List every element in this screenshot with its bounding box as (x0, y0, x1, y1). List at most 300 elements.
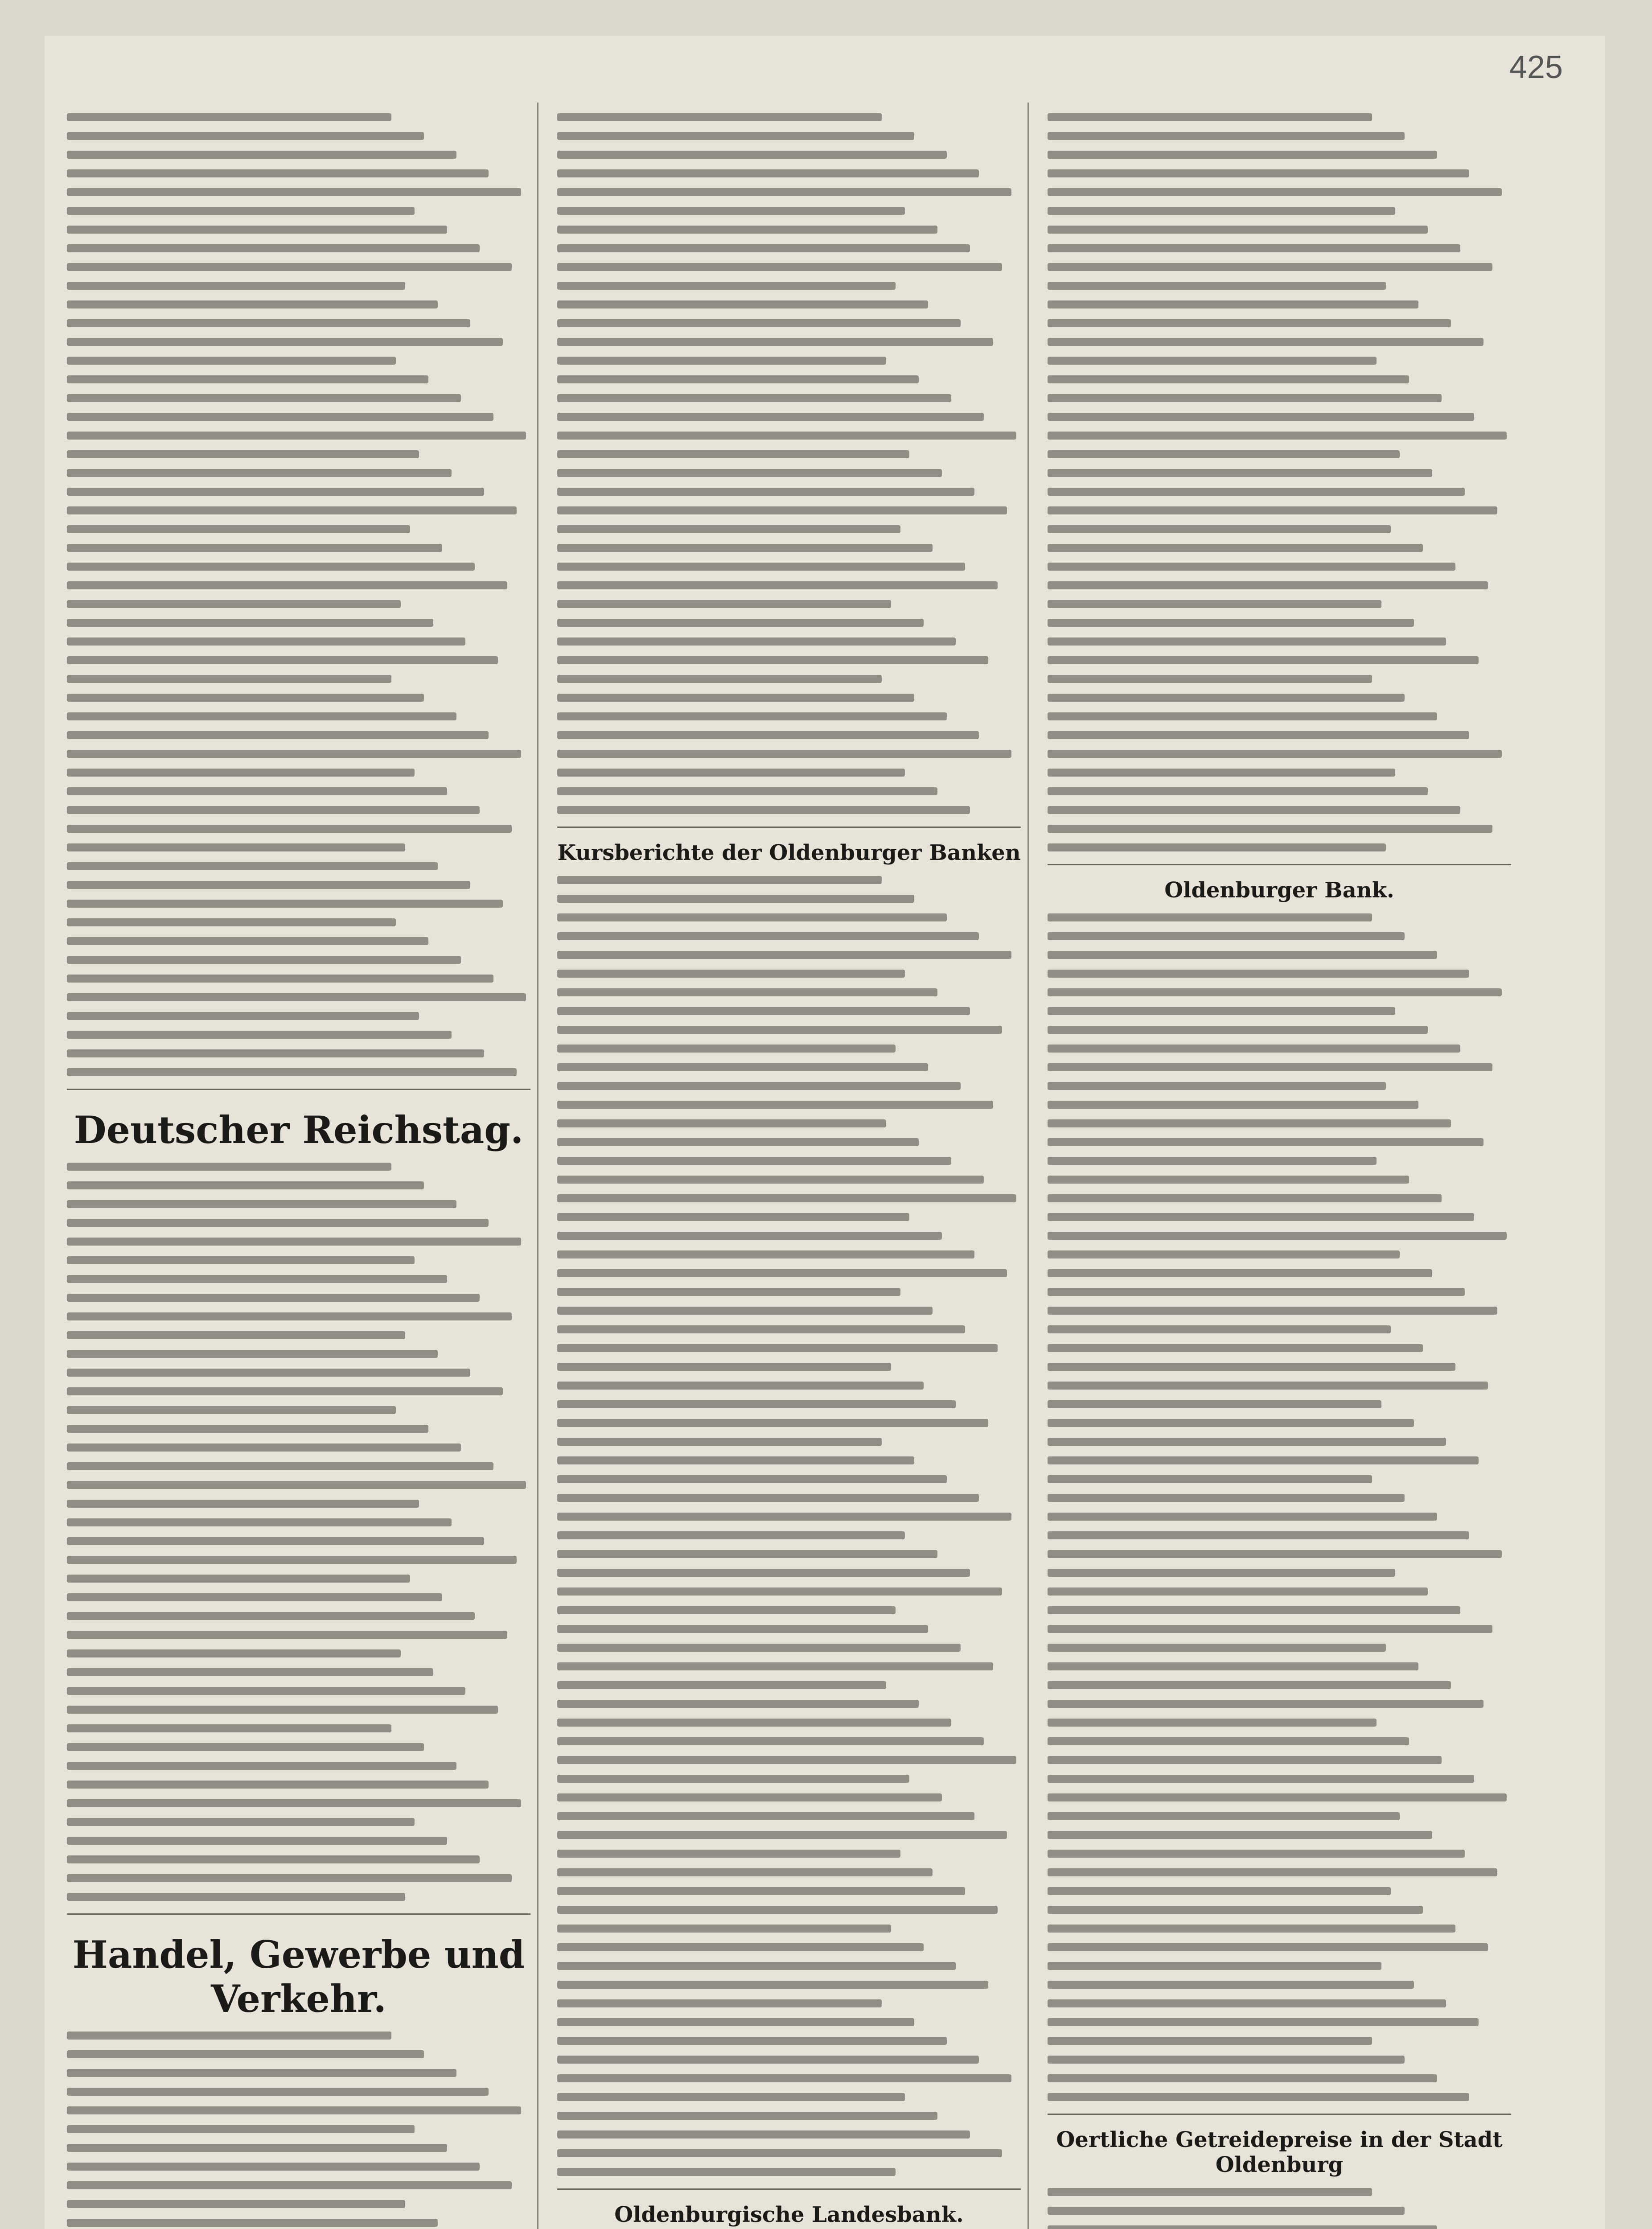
text-line (557, 1868, 933, 1876)
text-line (67, 918, 396, 926)
text-line (1048, 581, 1488, 589)
text-line (1048, 712, 1437, 720)
text-line (557, 1887, 965, 1895)
text-line (557, 394, 951, 402)
text-line (557, 1232, 942, 1240)
text-line (1048, 1101, 1418, 1109)
text-line (67, 2181, 512, 2189)
text-line (1048, 2074, 1437, 2082)
text-line (557, 244, 970, 252)
text-line (1048, 506, 1497, 514)
text-line (1048, 1157, 1377, 1165)
text-line (1048, 1981, 1414, 1989)
section-rule (67, 1913, 530, 1915)
text-line (1048, 1213, 1474, 1221)
text-line (1048, 932, 1405, 940)
text-line (67, 432, 526, 440)
text-line (67, 132, 424, 140)
text-line (67, 1219, 489, 1227)
text-line (67, 1031, 452, 1039)
text-line (1048, 769, 1395, 777)
text-line (67, 357, 396, 365)
text-line (557, 1625, 928, 1633)
text-line (557, 506, 1007, 514)
text-line (557, 806, 970, 814)
section-rule (67, 1089, 530, 1090)
text-line (67, 263, 512, 271)
text-line (557, 1007, 970, 1015)
text-line (1048, 2207, 1405, 2215)
text-line (557, 1101, 993, 1109)
text-line (1048, 1063, 1492, 1071)
text-line (557, 656, 988, 664)
text-line (67, 1387, 503, 1395)
text-line (67, 544, 442, 552)
text-line (557, 450, 909, 458)
text-line (557, 1045, 896, 1053)
text-line (557, 151, 947, 159)
text-line (67, 600, 401, 608)
text-line (557, 1213, 909, 1221)
text-line (1048, 2093, 1469, 2101)
text-line (67, 581, 507, 589)
text-line (67, 2163, 480, 2171)
text-line (67, 1893, 405, 1901)
text-line (1048, 244, 1460, 252)
text-line (557, 1400, 956, 1408)
text-line (1048, 132, 1405, 140)
text-line (67, 1275, 447, 1283)
text-line (67, 881, 470, 889)
text-line (1048, 1793, 1507, 1801)
text-line (557, 188, 1011, 196)
text-line (1048, 1999, 1446, 2007)
text-line (557, 1981, 988, 1989)
text-line (557, 1644, 961, 1652)
text-line (557, 1119, 886, 1127)
text-line (557, 2168, 896, 2176)
text-line (1048, 1587, 1428, 1596)
text-line (1048, 1494, 1405, 1502)
text-line (67, 169, 489, 177)
section-title: Oldenburger Bank. (1164, 878, 1394, 903)
text-line (67, 375, 428, 383)
text-line (1048, 1775, 1474, 1783)
text-line (67, 1369, 470, 1377)
text-line (1048, 2225, 1437, 2229)
text-line (1048, 1925, 1455, 1933)
text-line (557, 694, 914, 702)
text-line (67, 2200, 405, 2208)
text-line (1048, 1831, 1432, 1839)
section-rule (557, 2188, 1021, 2190)
text-line (1048, 1644, 1386, 1652)
text-line (557, 1850, 900, 1858)
text-line (1048, 1119, 1451, 1127)
text-line (67, 2069, 456, 2077)
text-line (67, 900, 503, 908)
text-line (1048, 375, 1409, 383)
text-line (67, 1762, 456, 1770)
text-line (67, 469, 452, 477)
text-line (67, 1312, 512, 1320)
text-line (67, 1743, 424, 1751)
text-line (67, 731, 489, 739)
text-line (1048, 1307, 1497, 1315)
text-line (1048, 432, 1507, 440)
text-line (557, 2018, 914, 2026)
text-line (557, 282, 896, 290)
text-line (67, 1593, 442, 1601)
text-line (1048, 1007, 1395, 1015)
text-line (557, 1513, 1011, 1521)
text-line (1048, 1962, 1381, 1970)
text-line (67, 282, 405, 290)
text-line (557, 581, 998, 589)
text-line (1048, 600, 1381, 608)
text-line (1048, 544, 1423, 552)
text-line (1048, 450, 1400, 458)
text-line (67, 1331, 405, 1339)
text-line (557, 1606, 896, 1614)
text-line (67, 1294, 480, 1302)
text-line (1048, 525, 1391, 533)
text-line (1048, 843, 1386, 851)
text-line (557, 1681, 886, 1689)
text-line (557, 1325, 965, 1333)
text-line (67, 1238, 521, 1246)
text-line (557, 750, 1011, 758)
text-line (1048, 1737, 1409, 1745)
text-line (67, 506, 517, 514)
text-line (67, 319, 470, 327)
text-line (1048, 619, 1414, 627)
text-line (67, 1425, 428, 1433)
column-2 (557, 103, 1021, 2229)
text-line (67, 488, 484, 496)
text-line (1048, 1625, 1492, 1633)
text-line (1048, 1138, 1484, 1146)
text-line (557, 876, 882, 884)
text-line (67, 1481, 526, 1489)
text-line (557, 169, 979, 177)
text-line (1048, 1475, 1372, 1483)
text-line (67, 619, 433, 627)
text-line (1048, 1569, 1395, 1577)
text-line (557, 413, 984, 421)
section-title: Deutscher Reichstag. (74, 1108, 524, 1152)
text-line (1048, 970, 1469, 978)
text-line (557, 1756, 1016, 1764)
text-line (557, 1456, 914, 1464)
text-line (67, 843, 405, 851)
text-line (67, 244, 480, 252)
text-line (1048, 1756, 1442, 1764)
column-3 (1048, 103, 1511, 2229)
text-line (1048, 1176, 1409, 1184)
text-line (557, 488, 974, 496)
text-line (67, 806, 480, 814)
text-line (557, 1250, 974, 1258)
text-line (557, 988, 937, 996)
text-line (67, 1256, 415, 1264)
text-line (1048, 1325, 1391, 1333)
text-line (557, 263, 1002, 271)
text-line (1048, 413, 1474, 421)
text-line (67, 769, 415, 777)
text-line (1048, 913, 1372, 921)
text-line (557, 319, 961, 327)
text-line (1048, 1363, 1455, 1371)
text-line (1048, 1606, 1460, 1614)
text-line (67, 113, 391, 121)
text-line (1048, 675, 1372, 683)
text-line (67, 656, 498, 664)
text-line (557, 563, 965, 571)
text-line (1048, 750, 1502, 758)
text-line (1048, 1288, 1465, 1296)
text-line (557, 1269, 1007, 1277)
text-line (557, 1737, 984, 1745)
text-line (557, 1550, 937, 1558)
text-line (557, 1700, 919, 1708)
text-line (67, 563, 475, 571)
text-line (557, 932, 979, 940)
text-line (1048, 806, 1460, 814)
text-line (1048, 1400, 1381, 1408)
column-1 (67, 103, 530, 2229)
text-line (557, 2074, 1011, 2082)
text-line (557, 432, 1016, 440)
text-line (557, 357, 886, 365)
text-line (67, 862, 438, 870)
text-line (67, 975, 493, 983)
text-line (67, 1575, 410, 1583)
text-line (67, 151, 456, 159)
text-line (1048, 263, 1492, 271)
text-line (67, 1612, 475, 1620)
text-line (557, 913, 947, 921)
text-line (1048, 1906, 1423, 1914)
text-line (557, 226, 937, 234)
text-line (1048, 1082, 1386, 1090)
text-line (557, 731, 979, 739)
text-line (67, 1518, 452, 1526)
text-line (557, 2130, 970, 2139)
text-line (67, 1163, 391, 1171)
text-line (67, 1500, 419, 1508)
text-line (1048, 988, 1502, 996)
column-divider (537, 103, 538, 2229)
text-line (1048, 2188, 1372, 2196)
text-line (1048, 1943, 1488, 1951)
text-line (1048, 1550, 1502, 1558)
text-line (557, 1831, 1007, 1839)
text-line (557, 1587, 1002, 1596)
text-line (67, 1556, 517, 1564)
text-line (1048, 488, 1465, 496)
text-line (67, 712, 456, 720)
text-line (67, 1818, 415, 1826)
text-line (557, 1382, 924, 1390)
text-line (1048, 731, 1469, 739)
text-line (1048, 2056, 1405, 2064)
text-line (557, 1475, 947, 1483)
text-line (1048, 1719, 1377, 1727)
text-line (67, 1799, 521, 1807)
text-line (1048, 1887, 1391, 1895)
text-line (67, 2125, 415, 2133)
text-line (67, 956, 461, 964)
text-line (67, 525, 410, 533)
text-line (67, 1724, 391, 1732)
text-line (67, 825, 512, 833)
text-line (67, 750, 521, 758)
text-line (557, 619, 924, 627)
text-line (557, 1157, 951, 1165)
text-line (67, 993, 526, 1001)
text-line (67, 694, 424, 702)
text-line (67, 1012, 419, 1020)
text-line (1048, 1269, 1432, 1277)
text-line (557, 637, 956, 646)
text-line (67, 394, 461, 402)
text-line (1048, 1700, 1484, 1708)
text-line (557, 300, 928, 308)
text-line (557, 1307, 933, 1315)
text-line (557, 1906, 998, 1914)
text-line (1048, 1681, 1451, 1689)
text-line (67, 1631, 507, 1639)
text-line (557, 469, 942, 477)
text-line (557, 544, 933, 552)
text-line (1048, 1419, 1414, 1427)
text-line (67, 413, 493, 421)
text-line (1048, 787, 1428, 795)
text-line (67, 450, 419, 458)
text-line (67, 226, 447, 234)
text-line (557, 1719, 951, 1727)
text-line (67, 1537, 484, 1545)
text-line (67, 2088, 489, 2096)
text-line (1048, 394, 1442, 402)
text-line (67, 1049, 484, 1057)
text-line (557, 1812, 974, 1820)
text-line (67, 1706, 498, 1714)
text-line (1048, 1868, 1497, 1876)
text-line (557, 600, 891, 608)
text-line (557, 1194, 1016, 1202)
text-line (557, 1999, 882, 2007)
text-line (67, 2144, 447, 2152)
text-line (1048, 113, 1372, 121)
text-line (557, 2093, 905, 2101)
text-line (557, 207, 905, 215)
text-line (67, 207, 415, 215)
text-line (557, 970, 905, 978)
text-line (67, 675, 391, 683)
text-line (557, 1176, 984, 1184)
text-line (1048, 357, 1377, 365)
text-line (1048, 1812, 1400, 1820)
section-title: Oldenburgische Landesbank. (614, 2202, 964, 2227)
text-line (1048, 2037, 1372, 2045)
text-line (67, 1181, 424, 1189)
text-line (67, 1874, 512, 1882)
page-number: 425 (1509, 49, 1563, 85)
text-line (67, 1462, 493, 1470)
text-line (67, 1350, 438, 1358)
text-line (1048, 188, 1502, 196)
text-line (1048, 469, 1432, 477)
text-line (1048, 2018, 1479, 2026)
text-line (1048, 1513, 1437, 1521)
text-line (557, 375, 919, 383)
text-line (67, 637, 465, 646)
text-line (1048, 951, 1437, 959)
text-line (557, 1962, 956, 1970)
text-line (1048, 1232, 1507, 1240)
text-line (67, 1781, 489, 1789)
text-line (1048, 656, 1479, 664)
text-line (557, 113, 882, 121)
section-title: Handel, Gewerbe und Verkehr. (72, 1933, 525, 2021)
text-line (557, 1419, 988, 1427)
text-line (1048, 1250, 1400, 1258)
text-line (67, 1200, 456, 1208)
section-title: Kursberichte der Oldenburger Banken (557, 840, 1021, 865)
text-line (557, 338, 993, 346)
section-rule (557, 827, 1021, 828)
text-line (1048, 694, 1405, 702)
text-line (557, 895, 914, 903)
text-line (557, 1344, 998, 1352)
text-line (557, 1925, 891, 1933)
section-rule (1048, 864, 1511, 865)
text-line (67, 1837, 447, 1845)
text-line (67, 1444, 461, 1452)
text-line (1048, 319, 1451, 327)
text-line (557, 2112, 937, 2120)
text-line (67, 2032, 391, 2040)
text-line (1048, 1662, 1418, 1670)
text-line (67, 1649, 401, 1657)
text-line (1048, 637, 1446, 646)
text-line (1048, 169, 1469, 177)
text-line (1048, 1531, 1469, 1539)
text-line (557, 712, 947, 720)
text-line (557, 1288, 900, 1296)
section-rule (1048, 2114, 1511, 2115)
text-line (1048, 207, 1395, 215)
text-line (67, 1687, 465, 1695)
text-line (67, 338, 503, 346)
text-line (557, 2056, 979, 2064)
text-line (557, 2037, 947, 2045)
text-line (67, 787, 447, 795)
text-line (67, 1068, 517, 1076)
text-line (557, 1063, 928, 1071)
text-line (557, 132, 914, 140)
text-line (67, 1668, 433, 1676)
text-line (557, 1494, 979, 1502)
text-line (1048, 1194, 1442, 1202)
text-line (1048, 1382, 1488, 1390)
text-line (557, 1363, 891, 1371)
text-line (557, 1775, 909, 1783)
text-line (1048, 1456, 1479, 1464)
text-line (67, 188, 521, 196)
